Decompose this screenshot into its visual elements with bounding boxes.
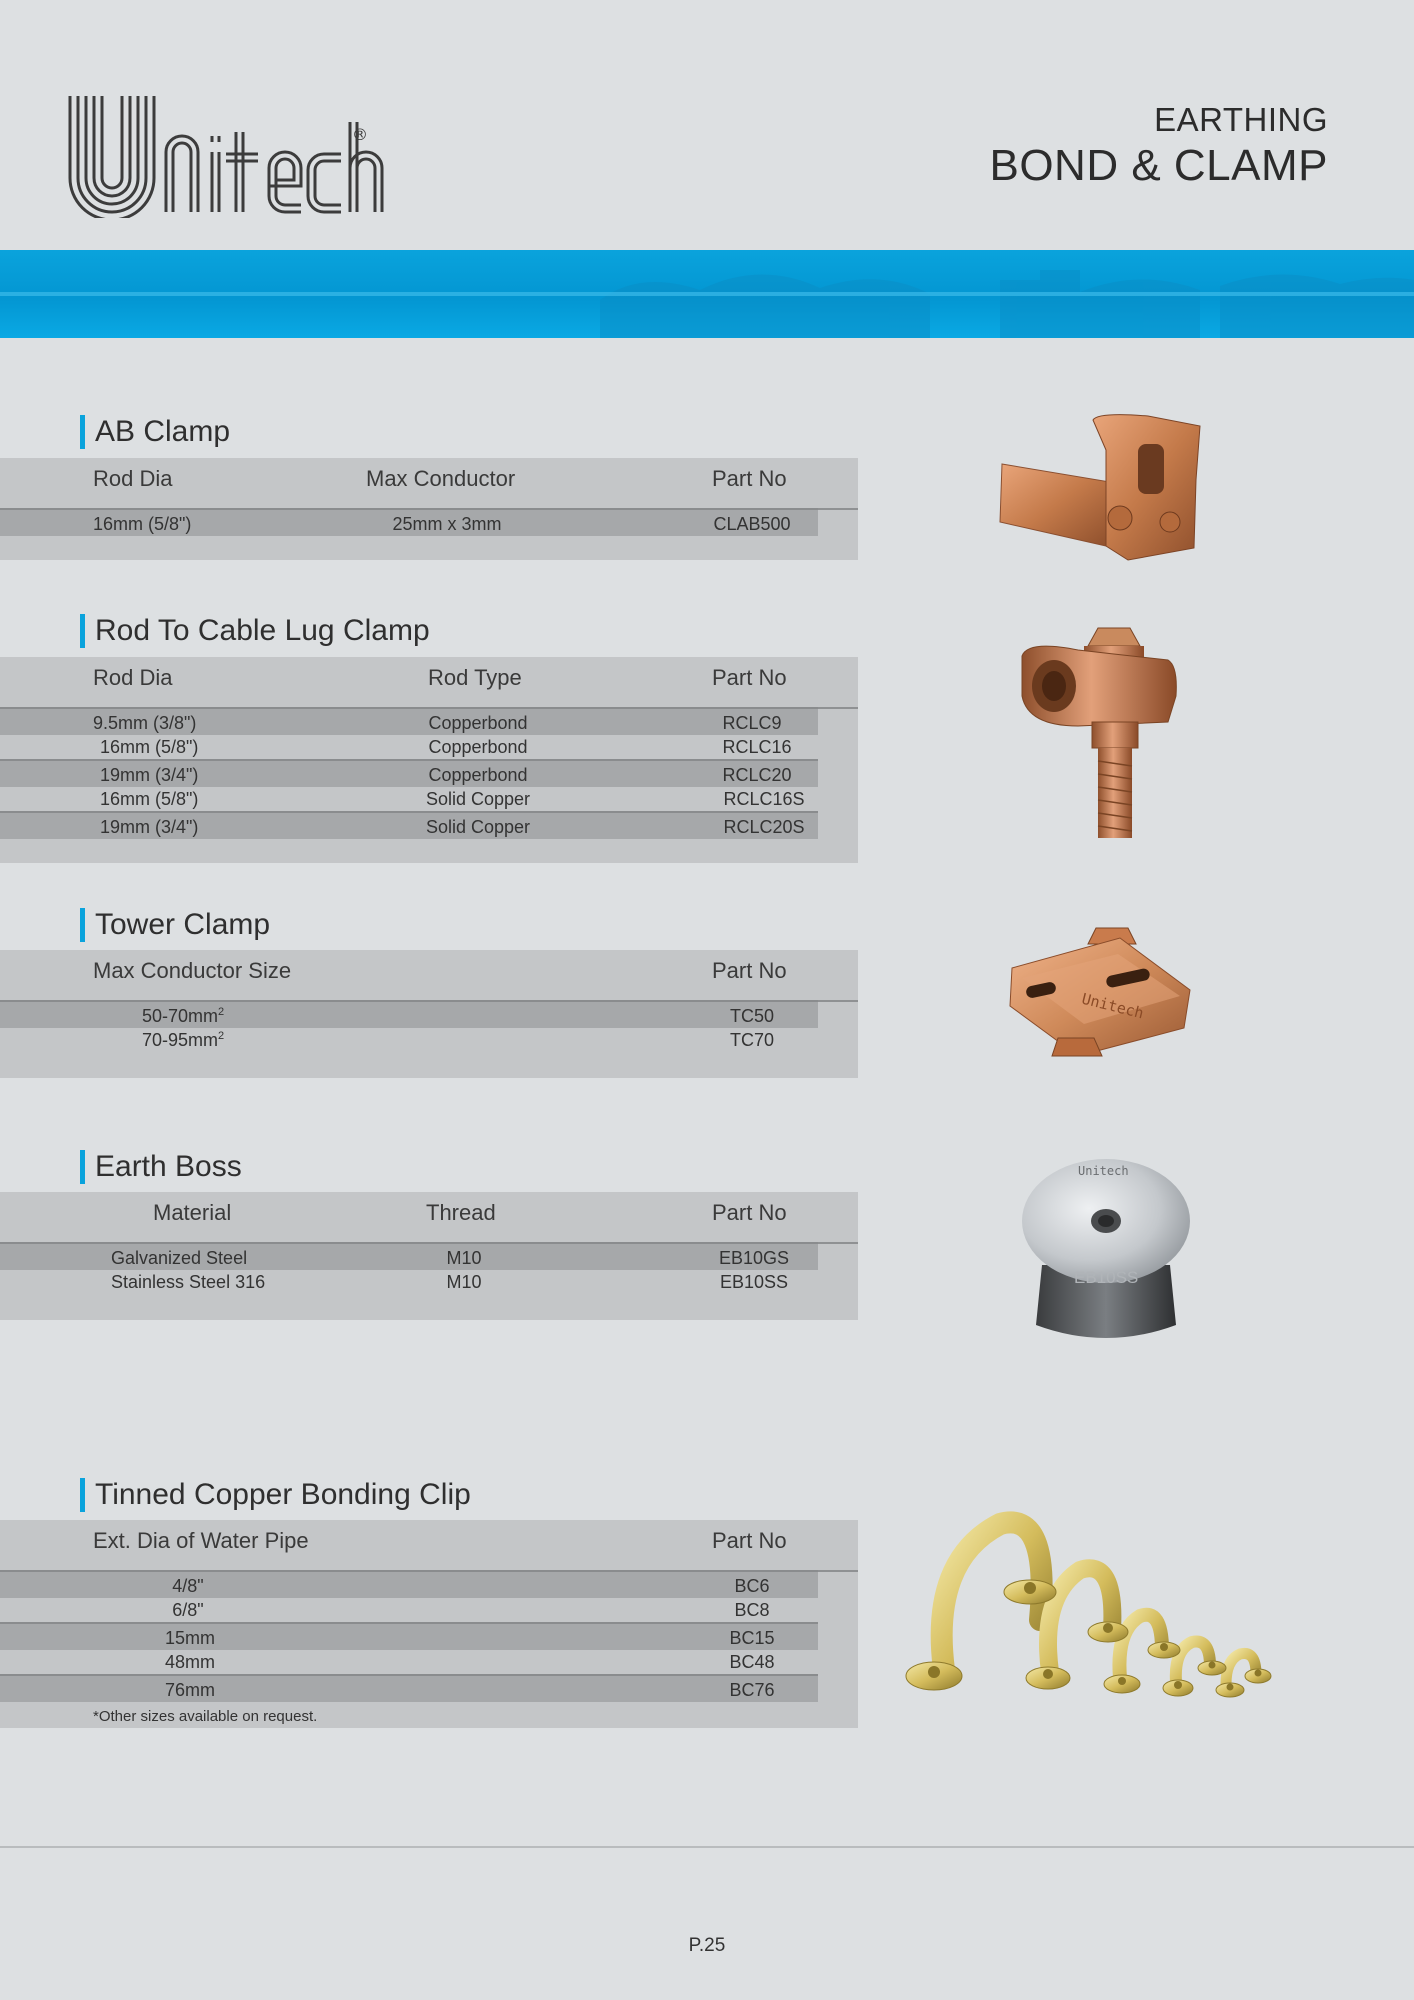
cell-rod-type: Copperbond [428,713,528,733]
cell-part-no: RCLC16 [722,737,792,757]
cell-rod-dia: 16mm (5/8") [100,737,199,757]
col-header-part-no: Part No [712,466,787,491]
table-row [0,1268,818,1294]
header-banner [0,250,1414,338]
ab-clamp-product-image [998,410,1208,570]
col-header-part-no: Part No [712,1528,787,1553]
registered-mark: ® [352,125,368,144]
cell-pipe-dia: 4/8" [172,1576,204,1596]
cell-rod-type: Solid Copper [425,817,531,837]
rod-to-cable-lug-clamp-product-image [1018,626,1180,844]
col-header-thread: Thread [426,1200,496,1225]
cell-part-no: BC15 [729,1628,775,1648]
cell-part-no: BC6 [734,1576,770,1596]
table-row [0,733,818,759]
cell-thread: M10 [446,1248,482,1268]
cell-pipe-dia: 15mm [164,1628,216,1648]
superscript-squared: 2 [218,1030,225,1042]
col-header-rod-type: Rod Type [428,665,522,690]
cell-thread: M10 [446,1272,482,1292]
table-row [0,1674,818,1702]
bonding-clip-product-image [900,1500,1304,1710]
section-title-earth-boss: Earth Boss [80,1150,242,1184]
header-title: BOND & CLAMP [989,141,1328,190]
cell-part-no: EB10SS [719,1272,789,1292]
table-row [0,1242,818,1270]
earth-boss-product-image [1020,1155,1192,1341]
cell-pipe-dia: 48mm [164,1652,216,1672]
col-header-max-conductor-size: Max Conductor Size [93,958,292,983]
page-number: P.25 [688,1935,726,1956]
table-rod-to-cable-lug-clamp [0,657,858,863]
table-row [0,1596,818,1622]
section-title-ab-clamp: AB Clamp [80,415,230,449]
cell-part-no: RCLC20 [722,765,792,785]
cell-rod-type: Copperbond [428,737,528,757]
table-tinned-copper-bonding-clip [0,1520,858,1728]
table-footnote: *Other sizes available on request. [93,1708,318,1725]
table-row [0,811,818,839]
cell-rod-dia: 16mm (5/8") [93,514,192,534]
cell-max-conductor-size: $70-95mm^2$ [142,1030,225,1050]
cell-part-no: RCLC20S [723,817,805,837]
cell-max-conductor-size: $50-70mm^2$ [142,1006,225,1026]
section-title-tower-clamp: Tower Clamp [80,908,270,942]
cell-part-no: BC76 [729,1680,775,1700]
col-header-rod-dia: Rod Dia [93,466,173,491]
cell-material: Stainless Steel 316 [111,1272,266,1292]
table-header [0,1192,858,1244]
unitech-logo [66,92,386,218]
section-title-tinned-copper-bonding-clip: Tinned Copper Bonding Clip [80,1478,471,1512]
header-category: EARTHING [1154,101,1328,138]
cell-rod-dia: 16mm (5/8") [100,789,199,809]
col-header-part-no: Part No [712,1200,787,1225]
col-header-material: Material [153,1200,232,1225]
table-row [0,1622,818,1650]
section-title-rod-to-cable-lug-clamp: Rod To Cable Lug Clamp [80,614,430,648]
cell-rod-dia: 19mm (3/4") [100,765,199,785]
table-ab-clamp [0,458,858,560]
cell-pipe-dia: 6/8" [172,1600,204,1620]
col-header-part-no: Part No [712,665,787,690]
table-header [0,458,858,510]
col-header-rod-dia: Rod Dia [93,665,173,690]
table-row [0,707,818,735]
cell-part-no: TC70 [729,1030,775,1050]
table-row [0,1648,818,1674]
cell-part-no: RCLC16S [723,789,805,809]
cell-rod-dia: 19mm (3/4") [100,817,199,837]
table-row [0,1570,818,1598]
cell-part-no: RCLC9 [722,713,782,733]
cell-part-no: BC48 [729,1652,775,1672]
table-header [0,950,858,1002]
cell-max-conductor: 25mm x 3mm [392,514,502,534]
col-header-ext-dia-water-pipe: Ext. Dia of Water Pipe [93,1528,309,1553]
cell-part-no: EB10GS [718,1248,790,1268]
page-header-title [989,100,1328,192]
cell-rod-type: Copperbond [428,765,528,785]
table-row [0,508,818,536]
cell-rod-dia: 9.5mm (3/8") [93,713,197,733]
table-header [0,657,858,709]
cell-rod-type: Solid Copper [425,789,531,809]
cell-material: Galvanized Steel [111,1248,248,1268]
superscript-squared: 2 [218,1006,225,1018]
cell-part-no: CLAB500 [713,514,791,534]
banner-highlight [0,292,1414,296]
table-tower-clamp [0,950,858,1078]
col-header-max-conductor: Max Conductor [366,466,516,491]
table-row [0,1026,818,1052]
cell-part-no: TC50 [729,1006,775,1026]
table-header [0,1520,858,1572]
product-mark: Unitech [1078,1164,1129,1178]
product-mark: Unitech [1079,989,1146,1023]
cell-pipe-dia: 76mm [164,1680,216,1700]
col-header-part-no: Part No [712,958,787,983]
table-row [0,785,818,811]
product-code-engraving: EB10SS [1074,1268,1139,1287]
footer-divider [0,1846,1414,1848]
tower-clamp-product-image [1008,924,1194,1064]
table-row [0,1000,818,1028]
table-row [0,759,818,787]
cell-part-no: BC8 [734,1600,770,1620]
table-earth-boss [0,1192,858,1320]
